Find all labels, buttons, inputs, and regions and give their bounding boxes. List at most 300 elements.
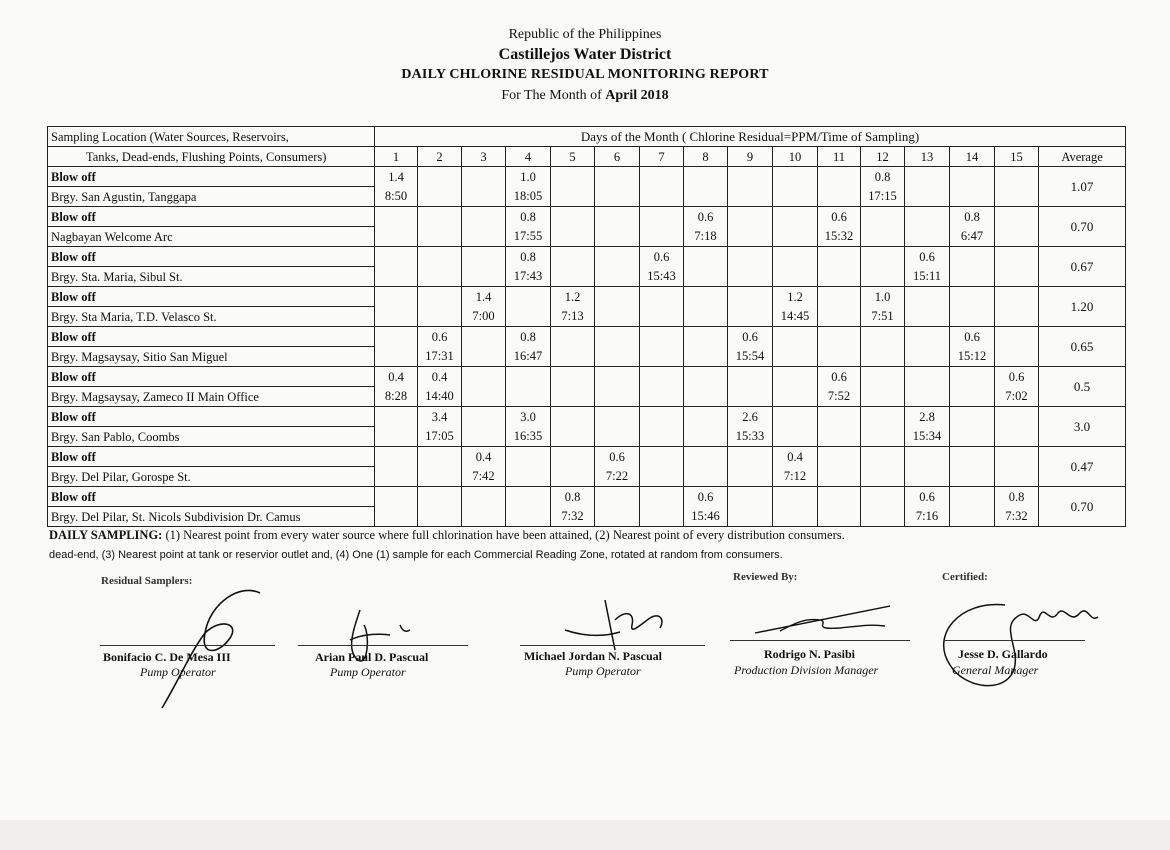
ppm-cell xyxy=(905,207,950,227)
time-cell xyxy=(684,347,728,367)
location-header-line2: Tanks, Dead-ends, Flushing Points, Consumers) xyxy=(48,147,375,167)
time-cell: 17:55 xyxy=(506,227,551,247)
ppm-cell: 1.4 xyxy=(462,287,506,307)
table-row-time xyxy=(48,227,1126,247)
ppm-cell: 0.6 xyxy=(595,447,640,467)
ppm-cell xyxy=(595,207,640,227)
ppm-cell xyxy=(773,327,818,347)
signature-line-3 xyxy=(520,645,705,646)
sampling-type xyxy=(48,367,375,387)
time-cell: 7:42 xyxy=(462,467,506,487)
time-cell xyxy=(861,227,905,247)
days-header: Days of the Month ( Chlorine Residual=PPM/Time of Sampling) xyxy=(375,127,1126,147)
sampling-type-label: Blow off xyxy=(51,329,96,344)
ppm-cell xyxy=(728,247,773,267)
ppm-cell xyxy=(728,487,773,507)
ppm-cell: 0.8 xyxy=(506,207,551,227)
ppm-cell xyxy=(684,167,728,187)
time-cell xyxy=(773,187,818,207)
ppm-cell xyxy=(818,407,861,427)
ppm-cell xyxy=(375,287,418,307)
signer-title-2: Pump Operator xyxy=(330,665,406,679)
time-cell xyxy=(861,467,905,487)
ppm-cell: 1.2 xyxy=(551,287,595,307)
ppm-cell xyxy=(506,287,551,307)
time-cell xyxy=(818,467,861,487)
table-row xyxy=(48,287,1126,307)
signer-name-4: Rodrigo N. Pasibi xyxy=(764,647,856,661)
time-cell: 15:34 xyxy=(905,427,950,447)
day-header-13: 13 xyxy=(905,147,950,167)
time-cell xyxy=(418,227,462,247)
ppm-cell xyxy=(684,327,728,347)
time-cell xyxy=(950,187,995,207)
time-cell: 14:45 xyxy=(773,307,818,327)
ppm-cell: 0.6 xyxy=(905,247,950,267)
ppm-cell xyxy=(640,487,684,507)
ppm-cell: 2.8 xyxy=(905,407,950,427)
time-cell: 17:05 xyxy=(418,427,462,447)
ppm-cell: 0.6 xyxy=(905,487,950,507)
average-cell: 0.65 xyxy=(1039,327,1126,367)
ppm-cell xyxy=(995,207,1039,227)
time-cell: 7:51 xyxy=(861,307,905,327)
day-header-15: 15 xyxy=(995,147,1039,167)
day-header-7: 7 xyxy=(640,147,684,167)
ppm-cell xyxy=(995,407,1039,427)
sampling-type xyxy=(48,167,375,187)
sampling-type-label: Blow off xyxy=(51,289,96,304)
ppm-cell xyxy=(905,447,950,467)
time-cell: 6:47 xyxy=(950,227,995,247)
time-cell: 16:35 xyxy=(506,427,551,447)
time-cell xyxy=(506,467,551,487)
time-cell xyxy=(995,267,1039,287)
ppm-cell xyxy=(950,367,995,387)
signer-title-3: Pump Operator xyxy=(565,664,641,678)
time-cell xyxy=(375,267,418,287)
signature-line-5 xyxy=(945,640,1085,641)
time-cell xyxy=(818,427,861,447)
table-row-time xyxy=(48,387,1126,407)
sampling-location: Brgy. Magsaysay, Sitio San Miguel xyxy=(48,347,375,367)
ppm-cell xyxy=(905,287,950,307)
table-row xyxy=(48,447,1126,467)
time-cell: 7:02 xyxy=(995,387,1039,407)
time-cell xyxy=(375,227,418,247)
time-cell xyxy=(950,307,995,327)
sampling-location: Brgy. Del Pilar, Gorospe St. xyxy=(48,467,375,487)
time-cell xyxy=(595,267,640,287)
ppm-cell xyxy=(950,167,995,187)
sampling-type xyxy=(48,487,375,507)
ppm-cell xyxy=(418,287,462,307)
day-header-4: 4 xyxy=(506,147,551,167)
time-cell xyxy=(818,507,861,527)
chlorine-residual-table xyxy=(47,126,1126,527)
sampling-type-label: Blow off xyxy=(51,489,96,504)
time-cell xyxy=(950,267,995,287)
ppm-cell xyxy=(551,167,595,187)
ppm-cell xyxy=(728,447,773,467)
time-cell xyxy=(506,507,551,527)
ppm-cell xyxy=(773,407,818,427)
time-cell xyxy=(595,427,640,447)
ppm-cell: 0.8 xyxy=(995,487,1039,507)
ppm-cell xyxy=(640,407,684,427)
ppm-cell xyxy=(462,407,506,427)
ppm-cell xyxy=(995,287,1039,307)
time-cell xyxy=(375,307,418,327)
day-header-11: 11 xyxy=(818,147,861,167)
time-cell xyxy=(595,507,640,527)
time-cell xyxy=(595,227,640,247)
time-cell xyxy=(950,507,995,527)
time-cell: 17:15 xyxy=(861,187,905,207)
time-cell xyxy=(684,187,728,207)
location-header-line1: Sampling Location (Water Sources, Reservoirs, xyxy=(48,127,375,147)
time-cell: 8:28 xyxy=(375,387,418,407)
ppm-cell xyxy=(995,247,1039,267)
table-header-row-1 xyxy=(48,127,1126,147)
time-cell xyxy=(773,347,818,367)
ppm-cell: 1.4 xyxy=(375,167,418,187)
time-cell xyxy=(595,387,640,407)
ppm-cell xyxy=(773,167,818,187)
day-header-14: 14 xyxy=(950,147,995,167)
time-cell xyxy=(640,467,684,487)
time-cell xyxy=(418,267,462,287)
time-cell: 18:05 xyxy=(506,187,551,207)
sampling-type xyxy=(48,407,375,427)
time-cell xyxy=(995,227,1039,247)
time-cell xyxy=(905,227,950,247)
ppm-cell xyxy=(861,327,905,347)
time-cell: 15:12 xyxy=(950,347,995,367)
report-month xyxy=(0,88,1170,104)
time-cell: 15:46 xyxy=(684,507,728,527)
time-cell xyxy=(375,467,418,487)
ppm-cell xyxy=(418,447,462,467)
ppm-cell xyxy=(684,287,728,307)
ppm-cell: 1.2 xyxy=(773,287,818,307)
time-cell xyxy=(375,347,418,367)
time-cell xyxy=(995,187,1039,207)
month-prefix: For The Month of xyxy=(501,88,602,103)
ppm-cell xyxy=(595,367,640,387)
ppm-cell xyxy=(950,287,995,307)
time-cell xyxy=(640,427,684,447)
ppm-cell xyxy=(595,487,640,507)
time-cell xyxy=(551,187,595,207)
sampling-type-label: Blow off xyxy=(51,409,96,424)
time-cell: 7:22 xyxy=(595,467,640,487)
time-cell xyxy=(861,427,905,447)
ppm-cell xyxy=(462,367,506,387)
time-cell xyxy=(905,187,950,207)
sampling-type-label: Blow off xyxy=(51,169,96,184)
ppm-cell xyxy=(640,447,684,467)
daily-sampling-note-line1 xyxy=(49,528,845,543)
time-cell: 7:12 xyxy=(773,467,818,487)
ppm-cell xyxy=(861,447,905,467)
ppm-cell xyxy=(595,407,640,427)
time-cell xyxy=(684,267,728,287)
daily-sampling-note-line2: dead-end, (3) Nearest point at tank or reservior outlet and, (4) One (1) sample for each Commercial Reading Zone, rotated at random from consumers. xyxy=(49,549,783,561)
ppm-cell xyxy=(462,247,506,267)
time-cell xyxy=(462,347,506,367)
time-cell xyxy=(418,187,462,207)
table-row xyxy=(48,327,1126,347)
table-row xyxy=(48,167,1126,187)
sampling-type-label: Blow off xyxy=(51,449,96,464)
ppm-cell xyxy=(905,327,950,347)
scan-margin xyxy=(0,820,1170,850)
average-cell: 1.07 xyxy=(1039,167,1126,207)
ppm-cell xyxy=(905,167,950,187)
ppm-cell xyxy=(684,247,728,267)
ppm-cell xyxy=(418,487,462,507)
ppm-cell xyxy=(375,407,418,427)
ppm-cell xyxy=(375,207,418,227)
day-header-8: 8 xyxy=(684,147,728,167)
ppm-cell xyxy=(462,487,506,507)
ppm-cell xyxy=(905,367,950,387)
time-cell xyxy=(861,387,905,407)
time-cell xyxy=(728,387,773,407)
time-cell: 15:43 xyxy=(640,267,684,287)
average-cell: 1.20 xyxy=(1039,287,1126,327)
ppm-cell: 0.8 xyxy=(506,327,551,347)
ppm-cell: 0.8 xyxy=(506,247,551,267)
sampling-type xyxy=(48,247,375,267)
ppm-cell xyxy=(640,167,684,187)
ppm-cell xyxy=(684,367,728,387)
time-cell xyxy=(506,307,551,327)
ppm-cell xyxy=(773,487,818,507)
average-cell: 0.5 xyxy=(1039,367,1126,407)
time-cell xyxy=(462,507,506,527)
day-header-10: 10 xyxy=(773,147,818,167)
signature-line-2 xyxy=(298,645,468,646)
time-cell xyxy=(551,227,595,247)
time-cell xyxy=(728,467,773,487)
sampling-type xyxy=(48,207,375,227)
time-cell xyxy=(995,427,1039,447)
time-cell xyxy=(773,507,818,527)
ppm-cell xyxy=(418,167,462,187)
time-cell xyxy=(462,427,506,447)
time-cell xyxy=(551,467,595,487)
ppm-cell xyxy=(462,207,506,227)
ppm-cell: 0.6 xyxy=(728,327,773,347)
time-cell xyxy=(684,427,728,447)
ppm-cell xyxy=(995,327,1039,347)
sampling-location: Brgy. Sta. Maria, Sibul St. xyxy=(48,267,375,287)
ppm-cell xyxy=(506,487,551,507)
sampling-location: Nagbayan Welcome Arc xyxy=(48,227,375,247)
ppm-cell xyxy=(950,447,995,467)
ppm-cell xyxy=(728,367,773,387)
ppm-cell xyxy=(861,247,905,267)
time-cell xyxy=(375,427,418,447)
ppm-cell xyxy=(861,407,905,427)
ppm-cell xyxy=(595,247,640,267)
table-row-time xyxy=(48,507,1126,527)
ppm-cell xyxy=(375,487,418,507)
time-cell xyxy=(551,267,595,287)
ppm-cell xyxy=(462,167,506,187)
ppm-cell xyxy=(995,447,1039,467)
ppm-cell xyxy=(728,207,773,227)
ppm-cell: 0.6 xyxy=(684,207,728,227)
time-cell xyxy=(462,227,506,247)
ppm-cell xyxy=(375,447,418,467)
time-cell xyxy=(818,307,861,327)
day-header-12: 12 xyxy=(861,147,905,167)
ppm-cell xyxy=(640,367,684,387)
average-cell: 0.67 xyxy=(1039,247,1126,287)
ppm-cell xyxy=(950,247,995,267)
time-cell xyxy=(506,387,551,407)
ppm-cell xyxy=(640,207,684,227)
ppm-cell: 0.6 xyxy=(818,207,861,227)
ppm-cell xyxy=(551,367,595,387)
reviewed-by-label: Reviewed By: xyxy=(733,571,798,583)
time-cell xyxy=(728,507,773,527)
ppm-cell xyxy=(640,327,684,347)
table-row-time xyxy=(48,267,1126,287)
time-cell: 15:33 xyxy=(728,427,773,447)
ppm-cell: 3.0 xyxy=(506,407,551,427)
sampling-type xyxy=(48,327,375,347)
time-cell xyxy=(995,307,1039,327)
table-row xyxy=(48,367,1126,387)
ppm-cell: 1.0 xyxy=(861,287,905,307)
ppm-cell xyxy=(595,167,640,187)
certified-label: Certified: xyxy=(942,571,988,583)
time-cell xyxy=(640,307,684,327)
ppm-cell xyxy=(595,327,640,347)
ppm-cell xyxy=(950,407,995,427)
ppm-cell xyxy=(861,367,905,387)
day-header-2: 2 xyxy=(418,147,462,167)
time-cell xyxy=(905,387,950,407)
time-cell xyxy=(728,267,773,287)
day-header-6: 6 xyxy=(595,147,640,167)
ppm-cell xyxy=(995,167,1039,187)
ppm-cell xyxy=(773,207,818,227)
ppm-cell: 0.8 xyxy=(950,207,995,227)
ppm-cell xyxy=(728,167,773,187)
ppm-cell xyxy=(684,447,728,467)
ppm-cell xyxy=(950,487,995,507)
time-cell xyxy=(595,307,640,327)
ppm-cell: 2.6 xyxy=(728,407,773,427)
signer-name-5: Jesse D. Gallardo xyxy=(958,647,1048,661)
ppm-cell xyxy=(818,327,861,347)
time-cell xyxy=(684,387,728,407)
signer-title-1: Pump Operator xyxy=(140,665,216,679)
signature-line-1 xyxy=(100,645,275,646)
table-row-time xyxy=(48,307,1126,327)
time-cell xyxy=(818,187,861,207)
time-cell: 17:31 xyxy=(418,347,462,367)
ppm-cell xyxy=(818,487,861,507)
ppm-cell xyxy=(375,327,418,347)
signer-title-4: Production Division Manager xyxy=(734,663,879,677)
day-header-1: 1 xyxy=(375,147,418,167)
time-cell xyxy=(818,347,861,367)
ppm-cell: 0.6 xyxy=(640,247,684,267)
table-row-time xyxy=(48,187,1126,207)
sampling-type-label: Blow off xyxy=(51,209,96,224)
time-cell: 7:32 xyxy=(995,507,1039,527)
average-header: Average xyxy=(1039,147,1126,167)
ppm-cell xyxy=(773,247,818,267)
ppm-cell xyxy=(818,167,861,187)
time-cell xyxy=(818,267,861,287)
time-cell: 7:52 xyxy=(818,387,861,407)
day-header-5: 5 xyxy=(551,147,595,167)
ppm-cell: 0.6 xyxy=(418,327,462,347)
ppm-cell xyxy=(595,287,640,307)
time-cell: 15:32 xyxy=(818,227,861,247)
time-cell xyxy=(950,467,995,487)
sampling-location: Brgy. San Pablo, Coombs xyxy=(48,427,375,447)
time-cell: 7:16 xyxy=(905,507,950,527)
ppm-cell: 0.6 xyxy=(950,327,995,347)
organization-name: Castillejos Water District xyxy=(498,46,672,63)
time-cell xyxy=(728,187,773,207)
table-row xyxy=(48,247,1126,267)
time-cell: 16:47 xyxy=(506,347,551,367)
time-cell xyxy=(418,307,462,327)
time-cell xyxy=(418,467,462,487)
time-cell: 8:50 xyxy=(375,187,418,207)
sampling-location: Brgy. Magsaysay, Zameco II Main Office xyxy=(48,387,375,407)
residual-samplers-label: Residual Samplers: xyxy=(101,575,193,587)
time-cell: 17:43 xyxy=(506,267,551,287)
table-row-time xyxy=(48,467,1126,487)
average-cell: 0.47 xyxy=(1039,447,1126,487)
time-cell xyxy=(462,387,506,407)
time-cell xyxy=(595,347,640,367)
time-cell xyxy=(551,347,595,367)
ppm-cell: 0.6 xyxy=(818,367,861,387)
day-header-3: 3 xyxy=(462,147,506,167)
sampling-type-label: Blow off xyxy=(51,249,96,264)
report-title: DAILY CHLORINE RESIDUAL MONITORING REPORT xyxy=(401,67,769,82)
time-cell xyxy=(728,227,773,247)
ppm-cell: 0.8 xyxy=(861,167,905,187)
time-cell xyxy=(462,267,506,287)
ppm-cell xyxy=(818,447,861,467)
month-value: April 2018 xyxy=(605,88,669,103)
signer-name-2: Arian Paul D. Pascual xyxy=(315,650,429,664)
daily-sampling-text1: (1) Nearest point from every water source where full chlorination have been attained, (2) Nearest point of every distribution consumers. xyxy=(165,528,845,542)
ppm-cell xyxy=(418,207,462,227)
republic-line: Republic of the Philippines xyxy=(508,27,662,42)
time-cell xyxy=(551,387,595,407)
time-cell xyxy=(640,347,684,367)
ppm-cell xyxy=(773,367,818,387)
ppm-cell xyxy=(462,327,506,347)
signature-line-4 xyxy=(730,640,910,641)
day-header-9: 9 xyxy=(728,147,773,167)
time-cell xyxy=(551,427,595,447)
time-cell: 7:32 xyxy=(551,507,595,527)
